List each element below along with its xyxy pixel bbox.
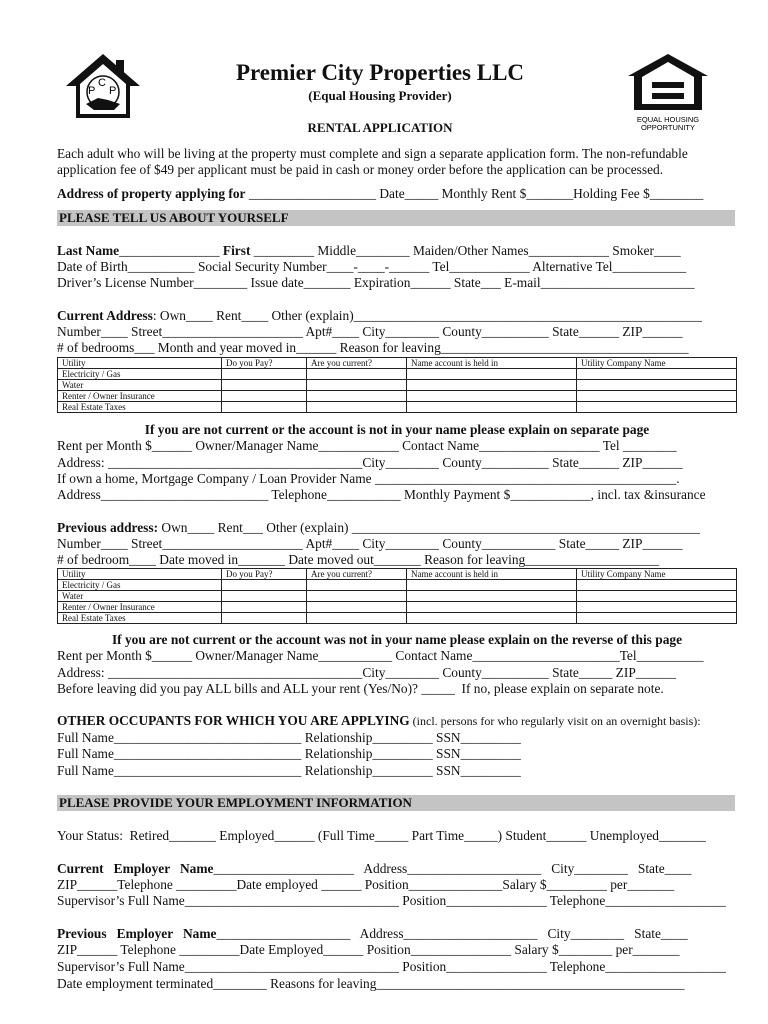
utility-cell: Real Estate Taxes <box>58 613 222 624</box>
current-employer-zip-line[interactable]: ZIP______Telephone _________Date employed ______ Position______________Salary $_________ per_______ <box>57 877 675 892</box>
table-cell[interactable] <box>307 402 407 413</box>
previous-address-fields[interactable]: Own____ Rent___ Other (explain) ____________________________________________________ <box>158 520 700 535</box>
occupants-note: (incl. persons for who regularly visit on an overnight basis): <box>409 714 701 728</box>
table-cell[interactable] <box>577 591 737 602</box>
current-utility-table <box>57 357 737 413</box>
account-name-header: Name account is held in <box>407 569 577 580</box>
bills-paid-line[interactable]: Before leaving did you pay ALL bills and ALL your rent (Yes/No)? _____ If no, please explain on separate note. <box>57 681 664 696</box>
current-employer-label: Current Employer Name <box>57 861 214 876</box>
table-cell[interactable] <box>577 580 737 591</box>
table-cell[interactable] <box>407 391 577 402</box>
license-line[interactable]: Driver’s License Number________ Issue date_______ Expiration______ State___ E-mail_______________________ <box>57 275 695 290</box>
current-landlord-address-line[interactable]: Address: ______________________________________City________ County__________ State______ ZIP______ <box>57 455 683 470</box>
pcp-house-logo <box>64 52 142 124</box>
table-cell[interactable] <box>222 613 307 624</box>
utility-cell: Real Estate Taxes <box>58 402 222 413</box>
current-supervisor-line[interactable]: Supervisor’s Full Name________________________________ Position_______________ Telephone__________________ <box>57 893 726 908</box>
utility-cell: Water <box>58 380 222 391</box>
current-number-line[interactable]: Number____ Street_____________________ Apt#____ City________ County__________ State______ ZIP______ <box>57 324 683 339</box>
previous-address-line[interactable] <box>57 520 737 535</box>
table-cell[interactable] <box>307 591 407 602</box>
table-cell[interactable] <box>577 613 737 624</box>
table-cell[interactable] <box>307 602 407 613</box>
table-cell[interactable] <box>307 613 407 624</box>
table-cell[interactable] <box>407 602 577 613</box>
intro-line-1: Each adult who will be living at the property must complete and sign a separate application form. The non-refundable <box>57 146 688 161</box>
previous-utility-table <box>57 568 737 624</box>
logo-letter-p1: P <box>88 85 96 97</box>
table-cell[interactable] <box>577 602 737 613</box>
eho-text-2: OPPORTUNITY <box>640 123 696 132</box>
dob-line[interactable]: Date of Birth__________ Social Security Number____-____-______ Tel____________ Alternative Tel___________ <box>57 259 687 274</box>
previous-rent-line[interactable]: Rent per Month $______ Owner/Manager Name___________ Contact Name______________________Tel__________ <box>57 648 704 663</box>
utility-cell: Electricity / Gas <box>58 580 222 591</box>
table-row <box>58 380 737 391</box>
table-row <box>58 580 737 591</box>
current-address-fields[interactable]: : Own____ Rent____ Other (explain)____________________________________________________ <box>152 308 702 323</box>
table-row <box>58 358 737 369</box>
table-cell[interactable] <box>222 591 307 602</box>
utility-header: Utility <box>58 358 222 369</box>
table-row <box>58 391 737 402</box>
table-cell[interactable] <box>222 391 307 402</box>
occupants-heading <box>57 713 737 729</box>
previous-landlord-address-line[interactable]: Address: ______________________________________City________ County__________ State_____ ZIP______ <box>57 665 676 680</box>
company-name: Premier City Properties LLC <box>235 60 525 85</box>
current-address-line[interactable] <box>57 308 737 323</box>
name-line[interactable] <box>57 243 737 258</box>
table-cell[interactable] <box>307 369 407 380</box>
table-cell[interactable] <box>222 380 307 391</box>
previous-number-line[interactable]: Number____ Street_____________________ Apt#____ City________ County___________ State_____ ZIP______ <box>57 536 683 551</box>
property-address-fields[interactable]: ___________________ Date_____ Monthly Rent $_______Holding Fee $________ <box>245 186 704 201</box>
previous-employer-fields[interactable]: ____________________ Address____________________ City________ State____ <box>216 926 688 941</box>
previous-supervisor-line[interactable]: Supervisor’s Full Name________________________________ Position_______________ Telephone__________________ <box>57 959 726 974</box>
utility-cell: Electricity / Gas <box>58 369 222 380</box>
mortgage-line[interactable]: If own a home, Mortgage Company / Loan Provider Name _____________________________________________. <box>57 471 680 486</box>
account-name-header: Name account is held in <box>407 358 577 369</box>
logo-letter-p2: P <box>109 85 117 97</box>
table-cell[interactable] <box>222 402 307 413</box>
section-employment-title: PLEASE PROVIDE YOUR EMPLOYMENT INFORMATION <box>57 795 735 811</box>
eho-text-1: EQUAL HOUSING <box>636 115 700 124</box>
table-cell[interactable] <box>407 380 577 391</box>
section-about-title: PLEASE TELL US ABOUT YOURSELF <box>57 210 735 226</box>
table-cell[interactable] <box>577 402 737 413</box>
table-row <box>58 369 737 380</box>
table-cell[interactable] <box>222 580 307 591</box>
table-cell[interactable] <box>577 369 737 380</box>
table-cell[interactable] <box>222 369 307 380</box>
current-bedrooms-line[interactable]: # of bedrooms___ Month and year moved in______ Reason for leaving_____________________________________ <box>57 340 689 355</box>
current-header: Are you current? <box>307 358 407 369</box>
previous-employer-zip-line[interactable]: ZIP______ Telephone _________Date Employed______ Position_______________ Salary $________ per_______ <box>57 942 680 957</box>
occupant-row-1[interactable]: Full Name____________________________ Relationship_________ SSN_________ <box>57 730 521 745</box>
last-name-label: Last Name <box>57 243 120 258</box>
table-cell[interactable] <box>307 380 407 391</box>
utility-cell: Renter / Owner Insurance <box>58 391 222 402</box>
pay-header: Do you Pay? <box>222 358 307 369</box>
table-row <box>58 569 737 580</box>
current-employer-fields[interactable]: _____________________ Address____________________ City________ State____ <box>213 861 692 876</box>
equal-housing-logo <box>624 50 712 136</box>
company-name-header: Utility Company Name <box>577 358 737 369</box>
utility-cell: Water <box>58 591 222 602</box>
table-cell[interactable] <box>407 613 577 624</box>
property-address-line <box>57 186 737 201</box>
previous-bedroom-line[interactable]: # of bedroom____ Date moved in_______ Date moved out_______ Reason for leaving____________________ <box>57 552 660 567</box>
company-name-header: Utility Company Name <box>577 569 737 580</box>
pay-header: Do you Pay? <box>222 569 307 580</box>
previous-employer-line[interactable] <box>57 926 737 941</box>
last-name-blank[interactable]: _______________ <box>119 243 223 258</box>
intro-line-2: application fee of $49 per applicant must be paid in cash or money order before the application can be processed. <box>57 162 664 177</box>
table-cell[interactable] <box>307 580 407 591</box>
current-employer-line[interactable] <box>57 861 737 876</box>
utility-cell: Renter / Owner Insurance <box>58 602 222 613</box>
table-row <box>58 613 737 624</box>
first-name-label: First <box>222 243 251 258</box>
termination-line[interactable]: Date employment terminated________ Reasons for leaving______________________________________________ <box>57 976 685 991</box>
current-address-label: Current Address <box>57 308 153 323</box>
occupants-title: OTHER OCCUPANTS FOR WHICH YOU ARE APPLYING <box>57 713 410 728</box>
mortgage-address-line[interactable]: Address_________________________ Telephone___________ Monthly Payment $____________, incl. tax &insurance <box>57 487 706 502</box>
previous-address-label: Previous address: <box>57 520 159 535</box>
previous-notice: If you are not current or the account was not in your name please explain on the reverse of this page <box>111 632 683 647</box>
table-row <box>58 402 737 413</box>
current-header: Are you current? <box>307 569 407 580</box>
current-rent-line[interactable]: Rent per Month $______ Owner/Manager Name____________ Contact Name__________________ Tel ________ <box>57 438 677 453</box>
company-subtitle: (Equal Housing Provider) <box>308 88 452 103</box>
table-row <box>58 591 737 602</box>
table-cell[interactable] <box>407 591 577 602</box>
occupant-row-2[interactable]: Full Name____________________________ Relationship_________ SSN_________ <box>57 746 521 761</box>
name-rest-fields[interactable]: _________ Middle________ Maiden/Other Names____________ Smoker____ <box>250 243 681 258</box>
table-cell[interactable] <box>577 380 737 391</box>
previous-employer-label: Previous Employer Name <box>57 926 217 941</box>
logo-letter-c: C <box>98 77 106 89</box>
form-title: RENTAL APPLICATION <box>307 120 453 135</box>
table-cell[interactable] <box>407 580 577 591</box>
utility-header: Utility <box>58 569 222 580</box>
table-cell[interactable] <box>407 369 577 380</box>
table-cell[interactable] <box>222 602 307 613</box>
current-notice: If you are not current or the account is not in your name please explain on separate page <box>144 422 650 437</box>
table-cell[interactable] <box>307 391 407 402</box>
occupant-row-3[interactable]: Full Name____________________________ Relationship_________ SSN_________ <box>57 763 521 778</box>
table-row <box>58 602 737 613</box>
table-cell[interactable] <box>577 391 737 402</box>
employment-status-line[interactable]: Your Status: Retired_______ Employed______ (Full Time_____ Part Time_____) Student______ Unemployed_______ <box>57 828 706 843</box>
property-address-label: Address of property applying for <box>57 186 246 201</box>
table-cell[interactable] <box>407 402 577 413</box>
